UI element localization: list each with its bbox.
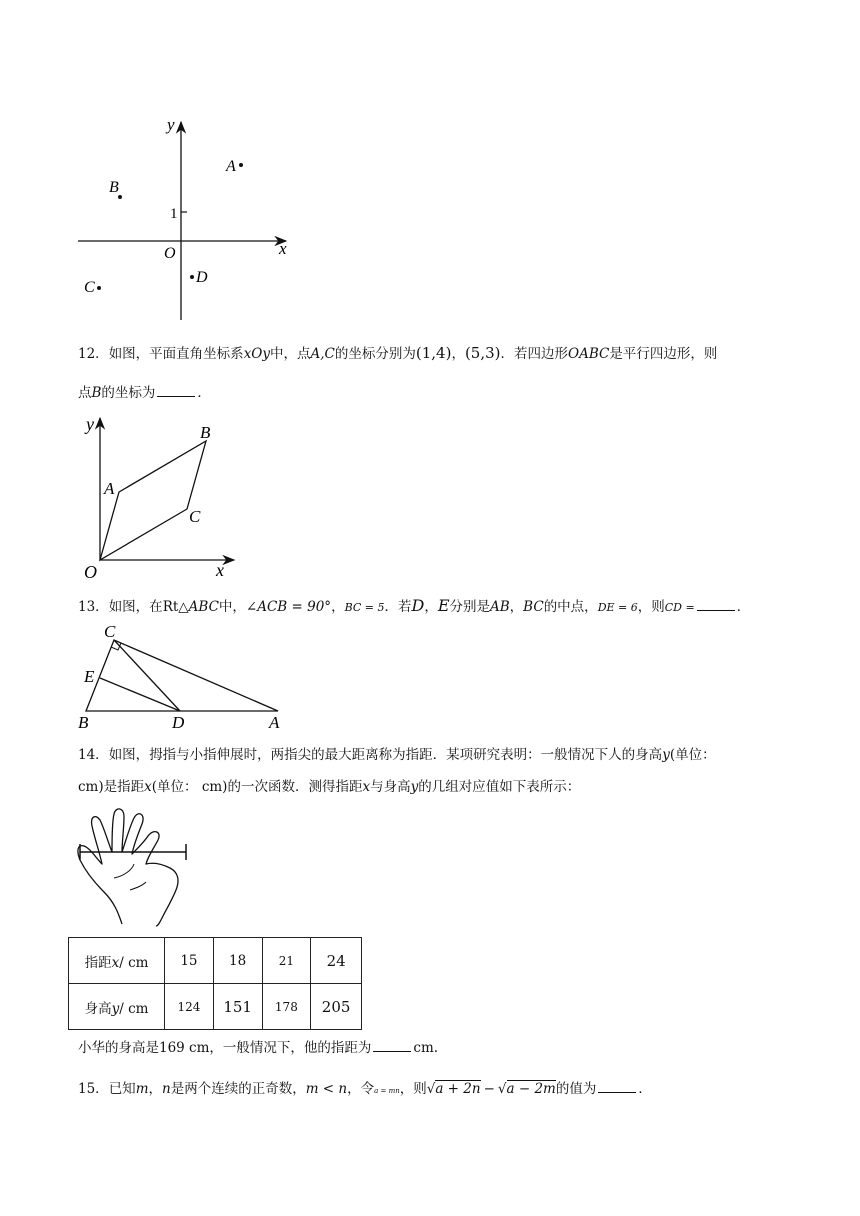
svg-text:A: A [104,479,115,498]
hand-span-illustration [74,806,194,930]
origin-label: O [164,245,176,262]
point-b [118,195,122,199]
point-a [239,163,243,167]
parallelogram-figure [76,408,246,583]
table-cell: 205 [311,984,362,1030]
q14-line2: cm)是指距x(单位： cm)的一次函数．测得指距x与身高y的几组对应值如下表所示： [78,779,581,795]
parallelogram-oabc [100,441,206,560]
q13-text: 13．如图，在Rt△ABC中，∠ACB = 90°，BC = 5．若D，E分别是AB，BC的中点，DE = 6，则CD = ． [78,596,751,615]
svg-text:D: D [172,713,185,732]
coord-a: (1,4) [415,344,452,362]
sqrt-term-1: √a + 2n [426,1081,481,1097]
triangle-figure [74,620,294,732]
svg-text:C: C [104,622,116,641]
table-cell: 15 [165,938,214,984]
answer-blank [373,1039,411,1052]
coord-c: (5,3) [464,344,501,362]
hand-outline [78,809,178,926]
answer-blank [157,384,195,397]
svg-text:y: y [86,414,94,434]
answer-blank [598,1080,636,1093]
segment-cd [114,640,180,711]
span-height-table [68,937,362,1030]
point-a-label: A [226,158,236,175]
q15-number: 15． [78,1081,109,1097]
table-cell: 151 [213,984,262,1030]
sqrt-term-2: √a − 2m [497,1081,556,1097]
point-d-label: D [196,269,208,286]
segment-de [100,678,180,711]
svg-text:E: E [84,667,95,686]
q12-number: 12． [78,346,109,362]
q15-text: 15．已知m，n是两个连续的正奇数，m < n，令a = mn，则√a + 2n − √a − 2m的值为 ． [78,1081,652,1097]
tick-one-label: 1 [170,206,178,222]
answer-blank [697,598,735,611]
svg-text:C: C [189,507,201,526]
point-d [190,275,194,279]
table-row [69,938,362,984]
table-cell: 18 [213,938,262,984]
q13-number: 13． [78,599,109,615]
svg-text:B: B [200,423,211,442]
triangle-abc [86,640,278,711]
svg-text:B: B [78,713,89,732]
q14-after-table: 小华的身高是169 cm，一般情况下，他的指距为 cm. [78,1040,439,1056]
table-cell: 124 [165,984,214,1030]
coordinate-figure-top [60,108,310,328]
row-label-span: 指距x/ cm [69,938,165,984]
point-c [97,286,101,290]
y-axis-label: y [167,115,175,134]
q12-line1: 12．如图，平面直角坐标系xOy中，点A,C的坐标分别为(1,4)，(5,3)．若四边形OABC是平行四边形，则 [78,344,718,362]
table-cell: 178 [262,984,311,1030]
q14-line1: 14．如图，拇指与小指伸展时，两指尖的最大距离称为指距．某项研究表明：一般情况下人的身高y(单位： [78,747,716,763]
point-c-label: C [84,279,95,296]
x-axis-label: x [279,239,287,258]
q12-line2: 点B的坐标为 ． [78,385,211,401]
table-cell: 21 [262,938,311,984]
svg-text:O: O [84,562,97,582]
svg-text:A: A [269,713,280,732]
table-cell: 24 [311,938,362,984]
table-row [69,984,362,1030]
point-b-label: B [109,179,119,196]
q14-number: 14． [78,747,109,763]
svg-text:x: x [216,560,224,580]
row-label-height: 身高y/ cm [69,984,165,1030]
